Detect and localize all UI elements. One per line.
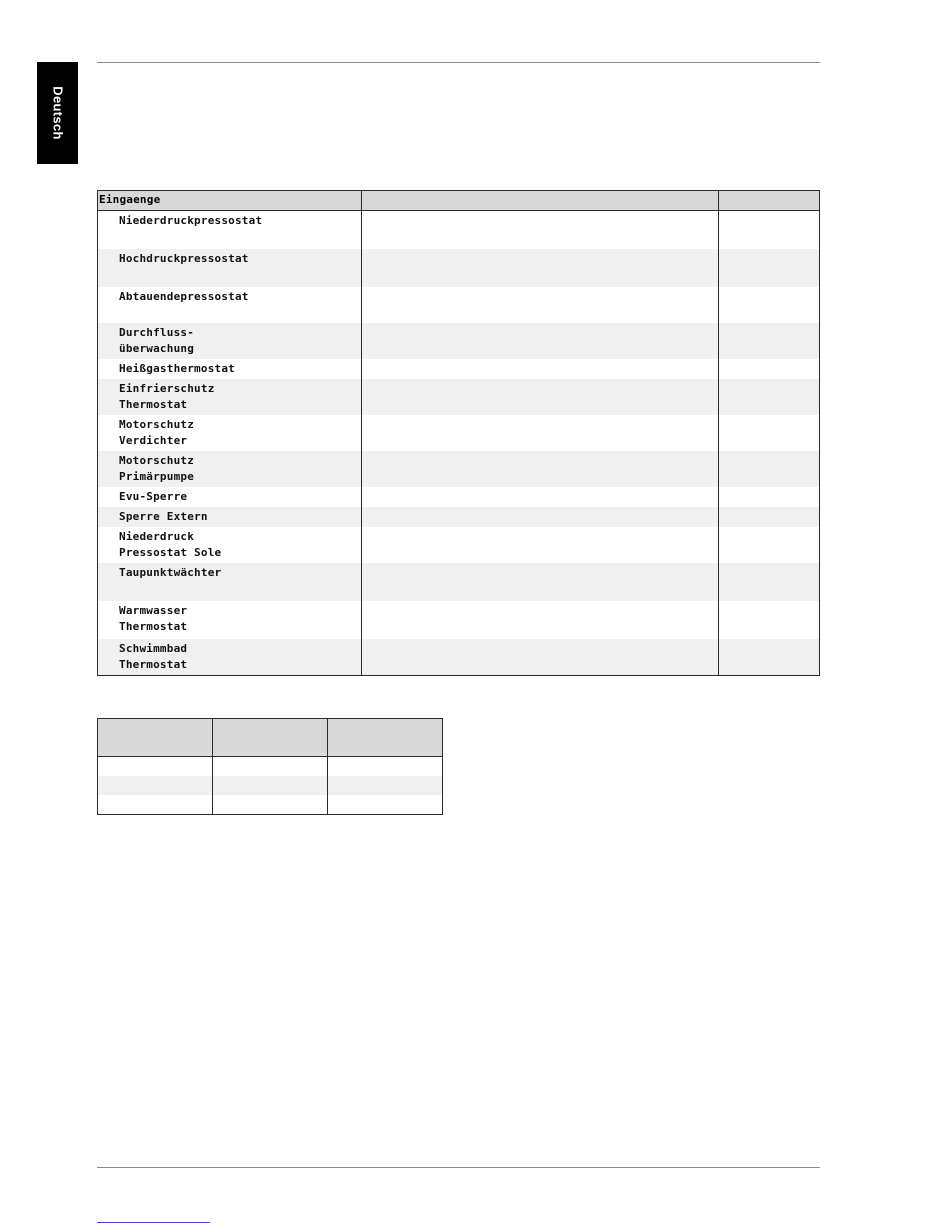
row-label: Evu-Sperre bbox=[119, 490, 188, 503]
inputs-table bbox=[97, 190, 820, 676]
row-label: Heißgasthermostat bbox=[119, 362, 235, 375]
row-label: Abtauendepressostat bbox=[119, 290, 249, 303]
column-divider bbox=[327, 719, 328, 814]
table-row bbox=[98, 507, 819, 527]
secondary-table-header bbox=[98, 719, 442, 757]
row-label: Durchfluss- überwachung bbox=[119, 326, 195, 355]
row-label: Warmwasser Thermostat bbox=[119, 604, 188, 633]
column-divider bbox=[212, 719, 213, 814]
column-divider bbox=[361, 191, 362, 675]
language-tab-label: Deutsch bbox=[50, 86, 65, 140]
row-label: Einfrierschutz Thermostat bbox=[119, 382, 215, 411]
table-row bbox=[98, 563, 819, 601]
top-rule bbox=[97, 62, 820, 63]
row-label: Taupunktwächter bbox=[119, 566, 222, 579]
inputs-table-header bbox=[98, 191, 819, 211]
table-row bbox=[98, 287, 819, 323]
table-row bbox=[98, 757, 442, 776]
table-row bbox=[98, 211, 819, 249]
table-row bbox=[98, 451, 819, 487]
row-label: Niederdruckpressostat bbox=[119, 214, 263, 227]
row-label: Niederdruck Pressostat Sole bbox=[119, 530, 222, 559]
table-row bbox=[98, 249, 819, 287]
table-row bbox=[98, 639, 819, 675]
table-row bbox=[98, 359, 819, 379]
row-label: Schwimmbad Thermostat bbox=[119, 642, 188, 671]
table-row bbox=[98, 379, 819, 415]
row-label: Sperre Extern bbox=[119, 510, 208, 523]
row-label: Motorschutz Verdichter bbox=[119, 418, 195, 447]
language-tab bbox=[37, 62, 78, 164]
table-row bbox=[98, 601, 819, 639]
table-row bbox=[98, 795, 442, 814]
bottom-rule bbox=[97, 1167, 820, 1168]
secondary-table bbox=[97, 718, 443, 815]
table-row bbox=[98, 323, 819, 359]
inputs-table-title: Eingaenge bbox=[99, 193, 161, 206]
table-row bbox=[98, 487, 819, 507]
table-row bbox=[98, 776, 442, 795]
table-row bbox=[98, 527, 819, 563]
row-label: Hochdruckpressostat bbox=[119, 252, 249, 265]
table-row bbox=[98, 415, 819, 451]
column-divider bbox=[718, 191, 719, 675]
row-label: Motorschutz Primärpumpe bbox=[119, 454, 195, 483]
footer-link-underline[interactable] bbox=[97, 1222, 210, 1223]
